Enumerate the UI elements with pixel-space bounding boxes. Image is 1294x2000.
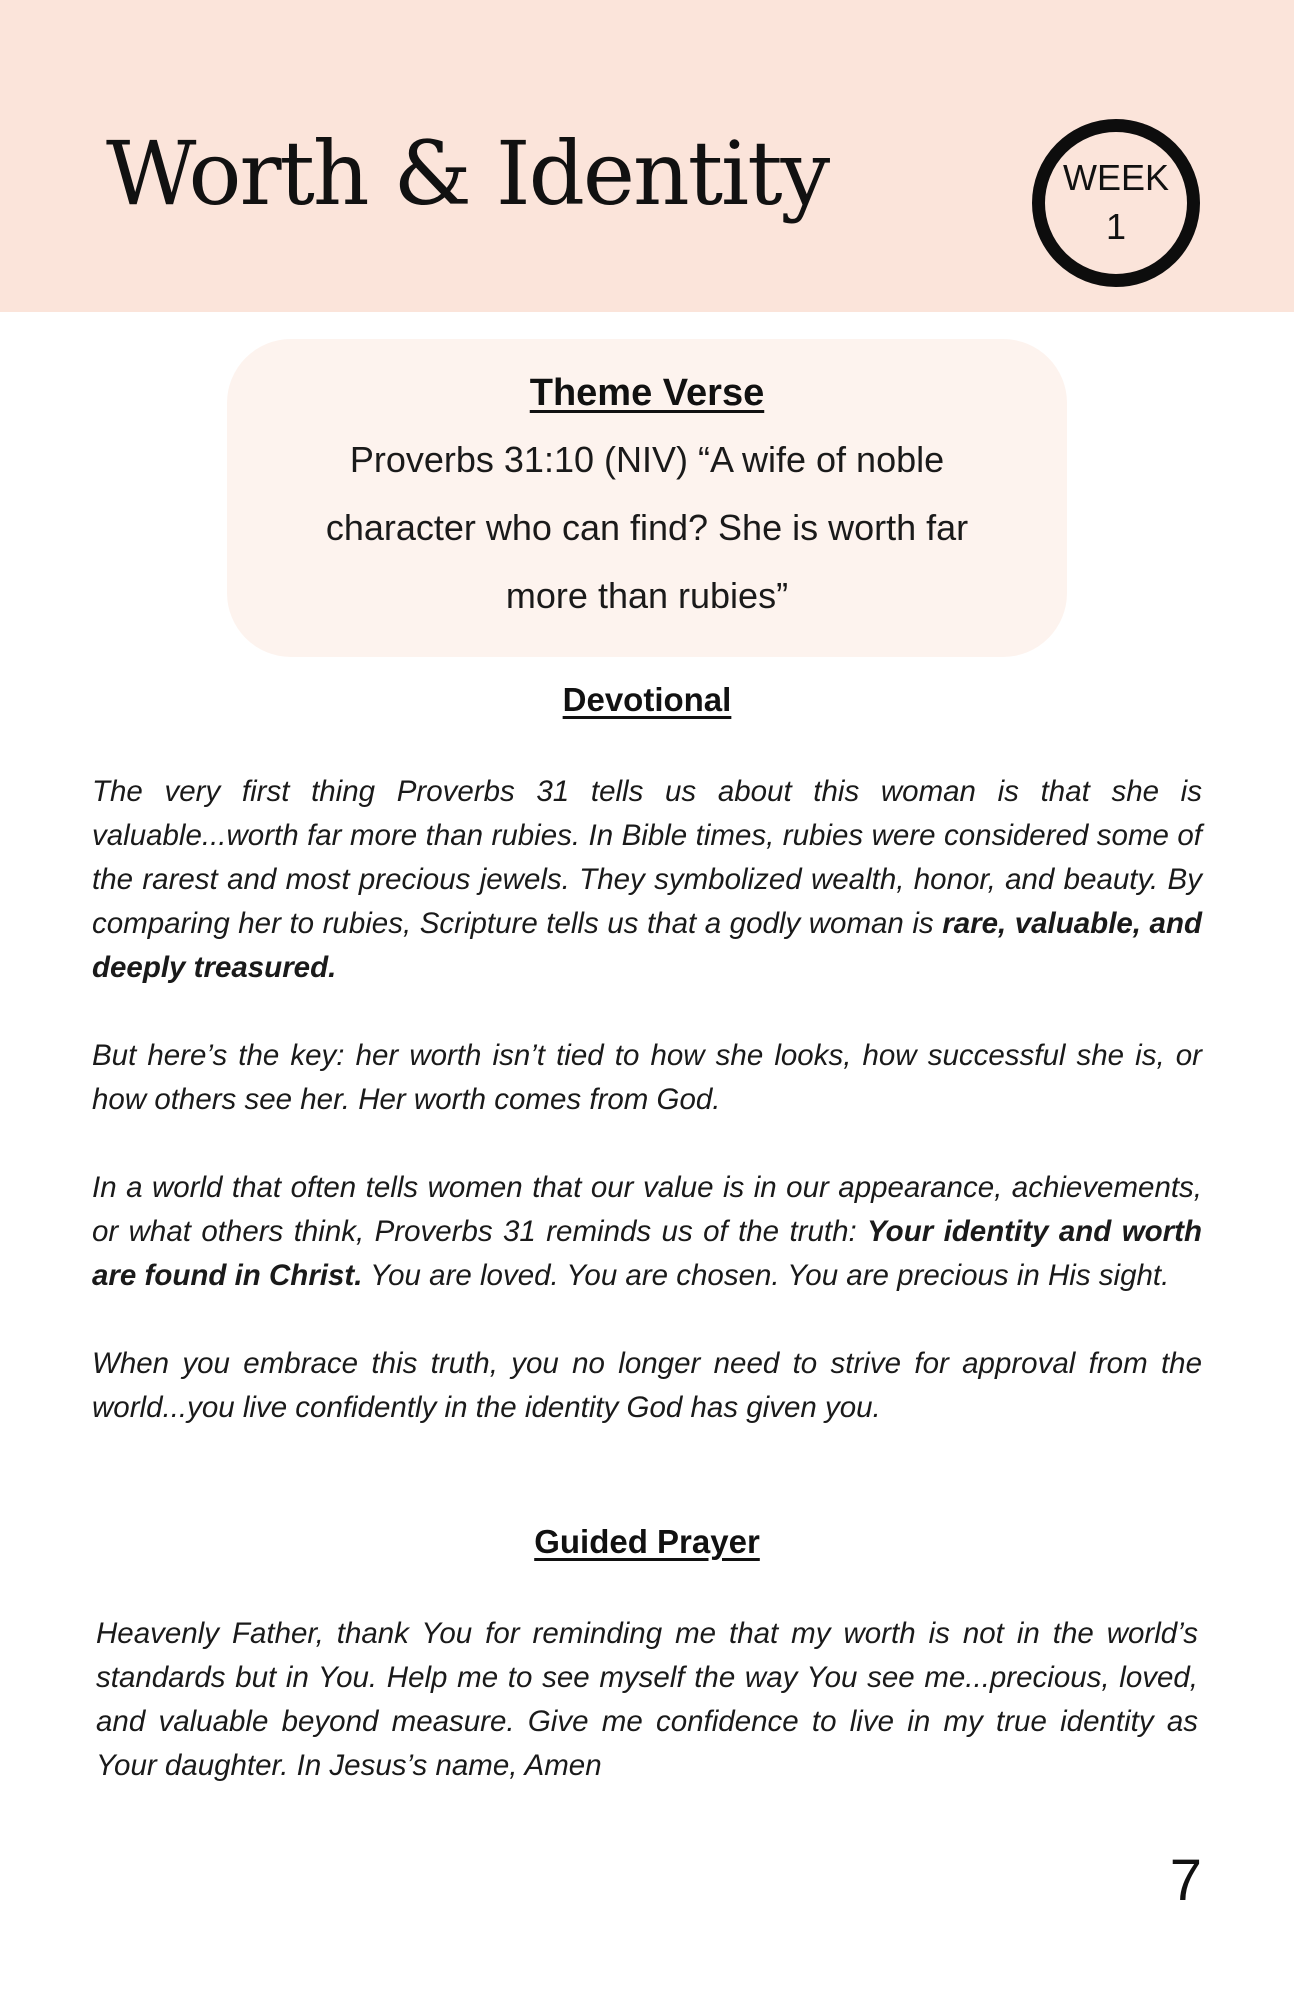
guided-prayer-text: Heavenly Father, thank You for reminding me that my worth is not in the world’s standards but in You. Help me to see myself the way You see me...precious, loved, and valuable beyond measure. Give me confidence to live in my true identity as Your daughter. In Jesus’s name, Amen — [96, 1617, 1198, 1782]
theme-verse-heading: Theme Verse — [529, 372, 765, 414]
devotional-p3-text-after: You are loved. You are chosen. You are precious in His sight. — [362, 1259, 1170, 1292]
devotional-heading: Devotional — [562, 681, 732, 718]
guided-prayer-body — [96, 1612, 1198, 1788]
guided-prayer-heading: Guided Prayer — [534, 1523, 760, 1560]
devotional-paragraph-1 — [92, 770, 1202, 990]
devotional-p3-text-before: In a world that often tells women that our value is in our appearance, achievements, or what others think, Proverbs 31 reminds us of the truth: — [92, 1171, 1202, 1248]
page-number: 7 — [1169, 1848, 1202, 1913]
devotional-body — [92, 770, 1202, 1430]
week-number: 1 — [1105, 206, 1127, 247]
devotional-p1-text: The very first thing Proverbs 31 tells us about this woman is that she is valuable...worth far more than rubies. In Bible times, rubies were considered some of the rarest and most precious jewels. They symbolized wealth, honor, and beauty. By comparing her to rubies, Scripture tells us that a godly woman is — [92, 775, 1202, 940]
week-badge — [1032, 119, 1200, 287]
theme-verse-box — [227, 339, 1067, 657]
devotional-paragraph-3 — [92, 1166, 1202, 1298]
week-label: WEEK — [1062, 157, 1169, 199]
theme-verse-text: Proverbs 31:10 (NIV) “A wife of noble character who can find? She is worth far more than rubies” — [325, 439, 969, 617]
devotional-paragraph-4: When you embrace this truth, you no longer need to strive for approval from the world...you live confidently in the identity God has given you. — [92, 1347, 1202, 1424]
devotional-p1-bold: rare, valuable, and deeply treasured. — [92, 907, 1202, 984]
page-title: Worth & Identity — [106, 122, 829, 225]
devotional-paragraph-2: But here’s the key: her worth isn’t tied to how she looks, how successful she is, or how others see her. Her worth comes from God. — [92, 1039, 1202, 1116]
devotional-p3-bold: Your identity and worth are found in Christ. — [92, 1215, 1202, 1292]
